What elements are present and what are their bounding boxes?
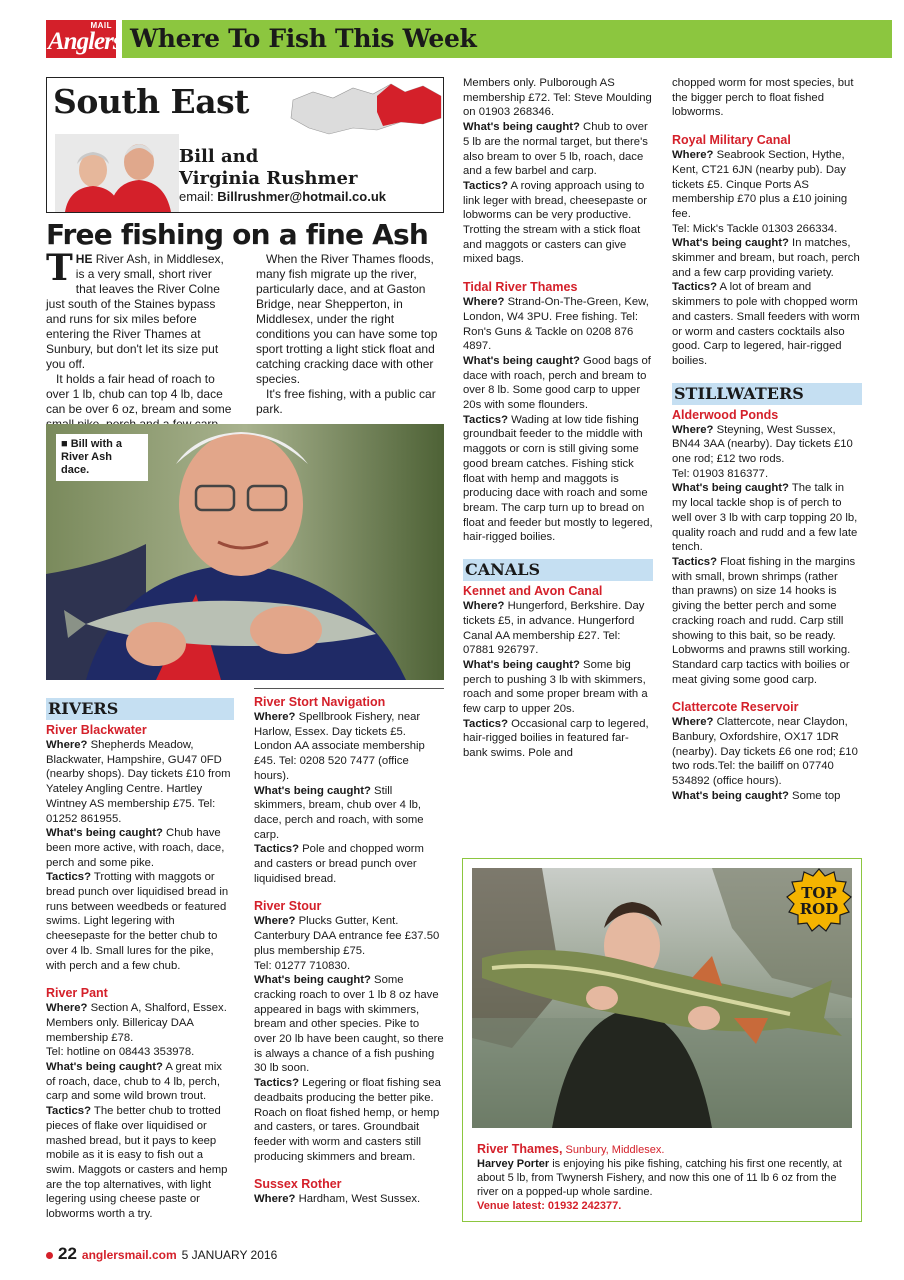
- column-4: [672, 76, 862, 804]
- drop-cap: T: [46, 247, 73, 289]
- column-3: [463, 76, 653, 761]
- rother-caught: What's being caught? Chub to over 5 lb are the normal target, but there's also bream to over 5 lb, roach, dace and a few barbel and carp.: [463, 121, 648, 178]
- caption-venue-latest: Venue latest: 01932 242377.: [477, 1200, 622, 1212]
- kennet-caught: What's being caught? Some big perch to pushing 3 lb with skimmers, roach and some proper bream with a few carp to upper 20s.: [463, 658, 648, 716]
- stour-where: Where? Plucks Gutter, Kent. Canterbury DAA entrance fee £37.50 plus membership £75.: [254, 915, 440, 957]
- military-where-tel: Tel: Mick's Tackle 01303 266334.: [672, 222, 838, 235]
- author-email: [179, 189, 386, 204]
- stort-tactics: Tactics? Pole and chopped worm and casters or bread punch over liquidised bread.: [254, 843, 424, 885]
- venue-kennet-avon: Kennet and Avon Canal: [463, 584, 603, 599]
- author-name: [179, 146, 358, 190]
- author-name-line2: Virginia Rushmer: [179, 168, 358, 189]
- page-banner: [46, 20, 892, 58]
- region-map-icon: [273, 78, 443, 148]
- venue-river-blackwater: River Blackwater: [46, 723, 147, 737]
- intro-column-1: [46, 247, 234, 432]
- photo-caption-bill: ■ Bill with a River Ash dace.: [56, 434, 148, 481]
- intro-paragraph-3: When the River Thames floods, many fish migrate up the river, particularly dace, and at Gaston Bridge, near Shepperton, in Middlesex, under the right conditions you can have some top sport trotting a light stick float and catching cracking dace with other species.: [256, 252, 438, 386]
- banner-title: Where To Fish This Week: [130, 24, 477, 53]
- pant-where: Where? Section A, Shalford, Essex. Members only. Billericay DAA membership £78.: [46, 1002, 227, 1044]
- page-footer: [46, 1244, 277, 1264]
- kennet-where: Where? Hungerford, Berkshire. Day tickets £5, in advance. Hungerford Canal AA membership £27. Tel: 07881 926797.: [463, 600, 645, 657]
- rother-where-cont: Members only. Pulborough AS membership £72. Tel: Steve Moulding on 01903 268346.: [463, 77, 652, 119]
- clattercote-where: Where? Clattercote, near Claydon, Banbury, Oxfordshire, OX17 1DR (nearby). Day tickets £6 one rod; £10 two rods.Tel: the bailiff on 07740 534892 (office hours).: [672, 716, 858, 788]
- blackwater-where: Where? Shepherds Meadow, Blackwater, Hampshire, GU47 0FD (nearby shops). Day tickets £10 from Yateley Angling Centre. Hartley Wintney AS membership £75. Tel: 01252 861955.: [46, 739, 231, 825]
- venue-river-pant: River Pant: [46, 986, 108, 1001]
- venue-river-stour: River Stour: [254, 899, 322, 914]
- section-tag-rivers: RIVERS: [46, 698, 234, 720]
- tidal-caught: What's being caught? Good bags of dace with roach, perch and bream to over 8 lb. Some good carp to upper 20s with some flounders.: [463, 354, 651, 412]
- stort-caught: What's being caught? Still skimmers, bream, chub over 4 lb, dace, perch and roach, with some carp.: [254, 784, 424, 841]
- top-rod-caption: [477, 1142, 853, 1213]
- venue-clattercote: Clattercote Reservoir: [672, 700, 799, 715]
- intro-paragraph-1: [46, 247, 234, 372]
- column-rule: [254, 688, 444, 689]
- top-rod-line1: TOP: [801, 884, 837, 902]
- logo-word: Anglers: [48, 28, 122, 55]
- military-tactics: Tactics? A lot of bream and skimmers to pole with chopped worm and casters. Small feeders with worm or worm and casters cocktails also good. Carp to legered, hair-rigged boilies.: [672, 281, 860, 367]
- clattercote-caught: What's being caught? Some top: [672, 789, 841, 802]
- column-rivers-1: [46, 698, 234, 1222]
- rother-where: Where? Hardham, West Sussex.: [254, 1193, 421, 1206]
- intro-lead: HE: [75, 252, 93, 266]
- stour-tactics: Tactics? Legering or float fishing sea deadbaits producing the better pike. Roach on float fished hemp, or hemp and casters, or tares. Groundbait feeder with worm and casters still producing skimmers and bream.: [254, 1077, 441, 1163]
- tidal-where: Where? Strand-On-The-Green, Kew, London, W4 3PU. Free fishing. Tel: Ron's Guns & Tackle on 0208 876 4897.: [463, 296, 649, 353]
- article-headline: Free fishing on a fine Ash: [46, 218, 429, 251]
- author-box: [46, 77, 444, 213]
- tidal-tactics: Tactics? Wading at low tide fishing groundbait feeder to the middle with maggots or corn is still giving some good bream catches. Fishing stick float with hemp and maggots is producing dace with roach and some bream. The carp turn up to bread on float and feeder but mostly to legered, hair-rigged boilies.: [463, 413, 653, 544]
- top-rod-badge-icon: [786, 868, 852, 934]
- venue-alderwood: Alderwood Ponds: [672, 407, 779, 422]
- footer-site[interactable]: anglersmail.com: [81, 1248, 177, 1262]
- blackwater-tactics: Tactics? Trotting with maggots or bread punch over liquidised bread in runs between weedbeds or featured swims. Light legering with cheesepaste for the better chub to over 4 lb. Small lures for the pike, with perch and a few chub.: [46, 871, 229, 972]
- region-title: South East: [53, 82, 249, 121]
- pant-caught: What's being caught? A great mix of roach, dace, chub to 4 lb, perch, carp and some wild brown trout.: [46, 1061, 222, 1103]
- email-label: email:: [179, 189, 218, 204]
- kennet-tactics-cont: chopped worm for most species, but the bigger perch to float fished lobworms.: [672, 77, 854, 119]
- intro-paragraph-4: It's free fishing, with a public car park.: [256, 387, 436, 416]
- intro-p1-text: River Ash, in Middlesex, is a very small, short river that leaves the River Colne just south of the Staines bypass and runs for six miles before entering the River Thames at Sunbury, but don't let its size put you off.: [46, 252, 224, 371]
- alderwood-where-tel: Tel: 01903 816377.: [672, 467, 769, 480]
- author-photo: [55, 134, 179, 212]
- top-rod-line2: ROD: [799, 900, 839, 918]
- pant-where-tel: Tel: hotline on 08443 353978.: [46, 1046, 195, 1059]
- stour-caught: What's being caught? Some cracking roach to over 1 lb 8 oz have appeared in bags with skimmers, bream and other species. Pike to over 20 lb have been caught, so there is always a chance of a fish pushing 30 lb soon.: [254, 974, 444, 1075]
- rother-tactics: Tactics? A roving approach using to link leger with bread, cheesepaste or lobworms can be very productive. Trotting the stream with a stick float and maggots or casters can give mixed bags.: [463, 179, 647, 266]
- intro-column-2: [256, 252, 444, 417]
- alderwood-where: Where? Steyning, West Sussex, BN44 3AA (nearby). Day tickets £10 one rod; £12 two rods.: [672, 423, 853, 466]
- venue-tidal-thames: Tidal River Thames: [463, 280, 578, 295]
- pant-tactics: Tactics? The better chub to trotted pieces of flake over liquidised or mashed bread, but it pays to keep mobile as it is easy to fish out a swim. Maggots or casters and hemp are the top alternatives, with light legering using cheese paste or lobworms worth a try.: [46, 1105, 228, 1221]
- venue-river-stort: River Stort Navigation: [254, 695, 386, 709]
- venue-royal-military: Royal Military Canal: [672, 133, 791, 148]
- footer-date: 5 JANUARY 2016: [181, 1248, 278, 1262]
- column-rivers-2: [254, 694, 444, 1207]
- military-where: Where? Seabrook Section, Hythe, Kent, CT21 6JN (nearby pub). Day tickets £5. Cinque Ports AS membership £70 plus a £10 joining fee.: [672, 149, 848, 220]
- blackwater-caught: What's being caught? Chub have been more active, with roach, dace, perch and some pike.: [46, 827, 225, 869]
- stort-where: Where? Spellbrook Fishery, near Harlow, Essex. Day tickets £5. London AA associate membership £45. Tel: 0208 520 7477 (office hours).: [254, 711, 425, 782]
- email-address[interactable]: Billrushmer@hotmail.co.uk: [217, 189, 387, 204]
- caption-location: Sunbury, Middlesex.: [562, 1144, 665, 1156]
- author-name-line1: Bill and: [179, 146, 259, 167]
- banner-bar: [122, 20, 892, 58]
- military-caught: What's being caught? In matches, skimmer and bream, but roach, perch and a few carp providing variety.: [672, 237, 860, 279]
- section-tag-stillwaters: STILLWATERS: [672, 383, 862, 405]
- anglers-mail-logo: [46, 20, 122, 58]
- intro-paragraph-2: It holds a fair head of roach to over 1 lb, chub can top 4 lb, dace can be over 6 oz, bream and some: [46, 372, 232, 416]
- section-tag-canals: CANALS: [463, 559, 653, 581]
- venue-sussex-rother: Sussex Rother: [254, 1177, 342, 1192]
- logo-mail-text: MAIL: [90, 21, 112, 30]
- caption-angler-name: Harvey Porter: [477, 1158, 550, 1170]
- kennet-tactics: Tactics? Occasional carp to legered, hair-rigged boilies in featured far-bank swims. Pole and: [463, 717, 649, 760]
- footer-bullet-icon: [46, 1252, 53, 1259]
- stour-where-tel: Tel: 01277 710830.: [254, 959, 351, 972]
- page-number: 22: [58, 1244, 77, 1263]
- alderwood-tactics: Tactics? Float fishing in the margins with small, brown shrimps (rather than prawns) on size 14 hooks is giving the better perch and some cracking roach and rudd. Carp still showing to this bait, so be ready. Lobworms and prawns still working. Standard carp tactics with boilies or meat giving some good carp.: [672, 555, 856, 686]
- caption-river: River Thames,: [477, 1142, 563, 1156]
- caption-text: is enjoying his pike fishing, catching his first one recently, at about 5 lb, from Twynersh Fishery, and now this one of 11 lb 6 oz from the river on a popped-up whole sardine.: [477, 1158, 842, 1198]
- alderwood-caught: What's being caught? The talk in my local tackle shop is of perch to well over 3 lb with carp topping 20 lb, quality roach and rudd and a few late tench.: [672, 482, 858, 554]
